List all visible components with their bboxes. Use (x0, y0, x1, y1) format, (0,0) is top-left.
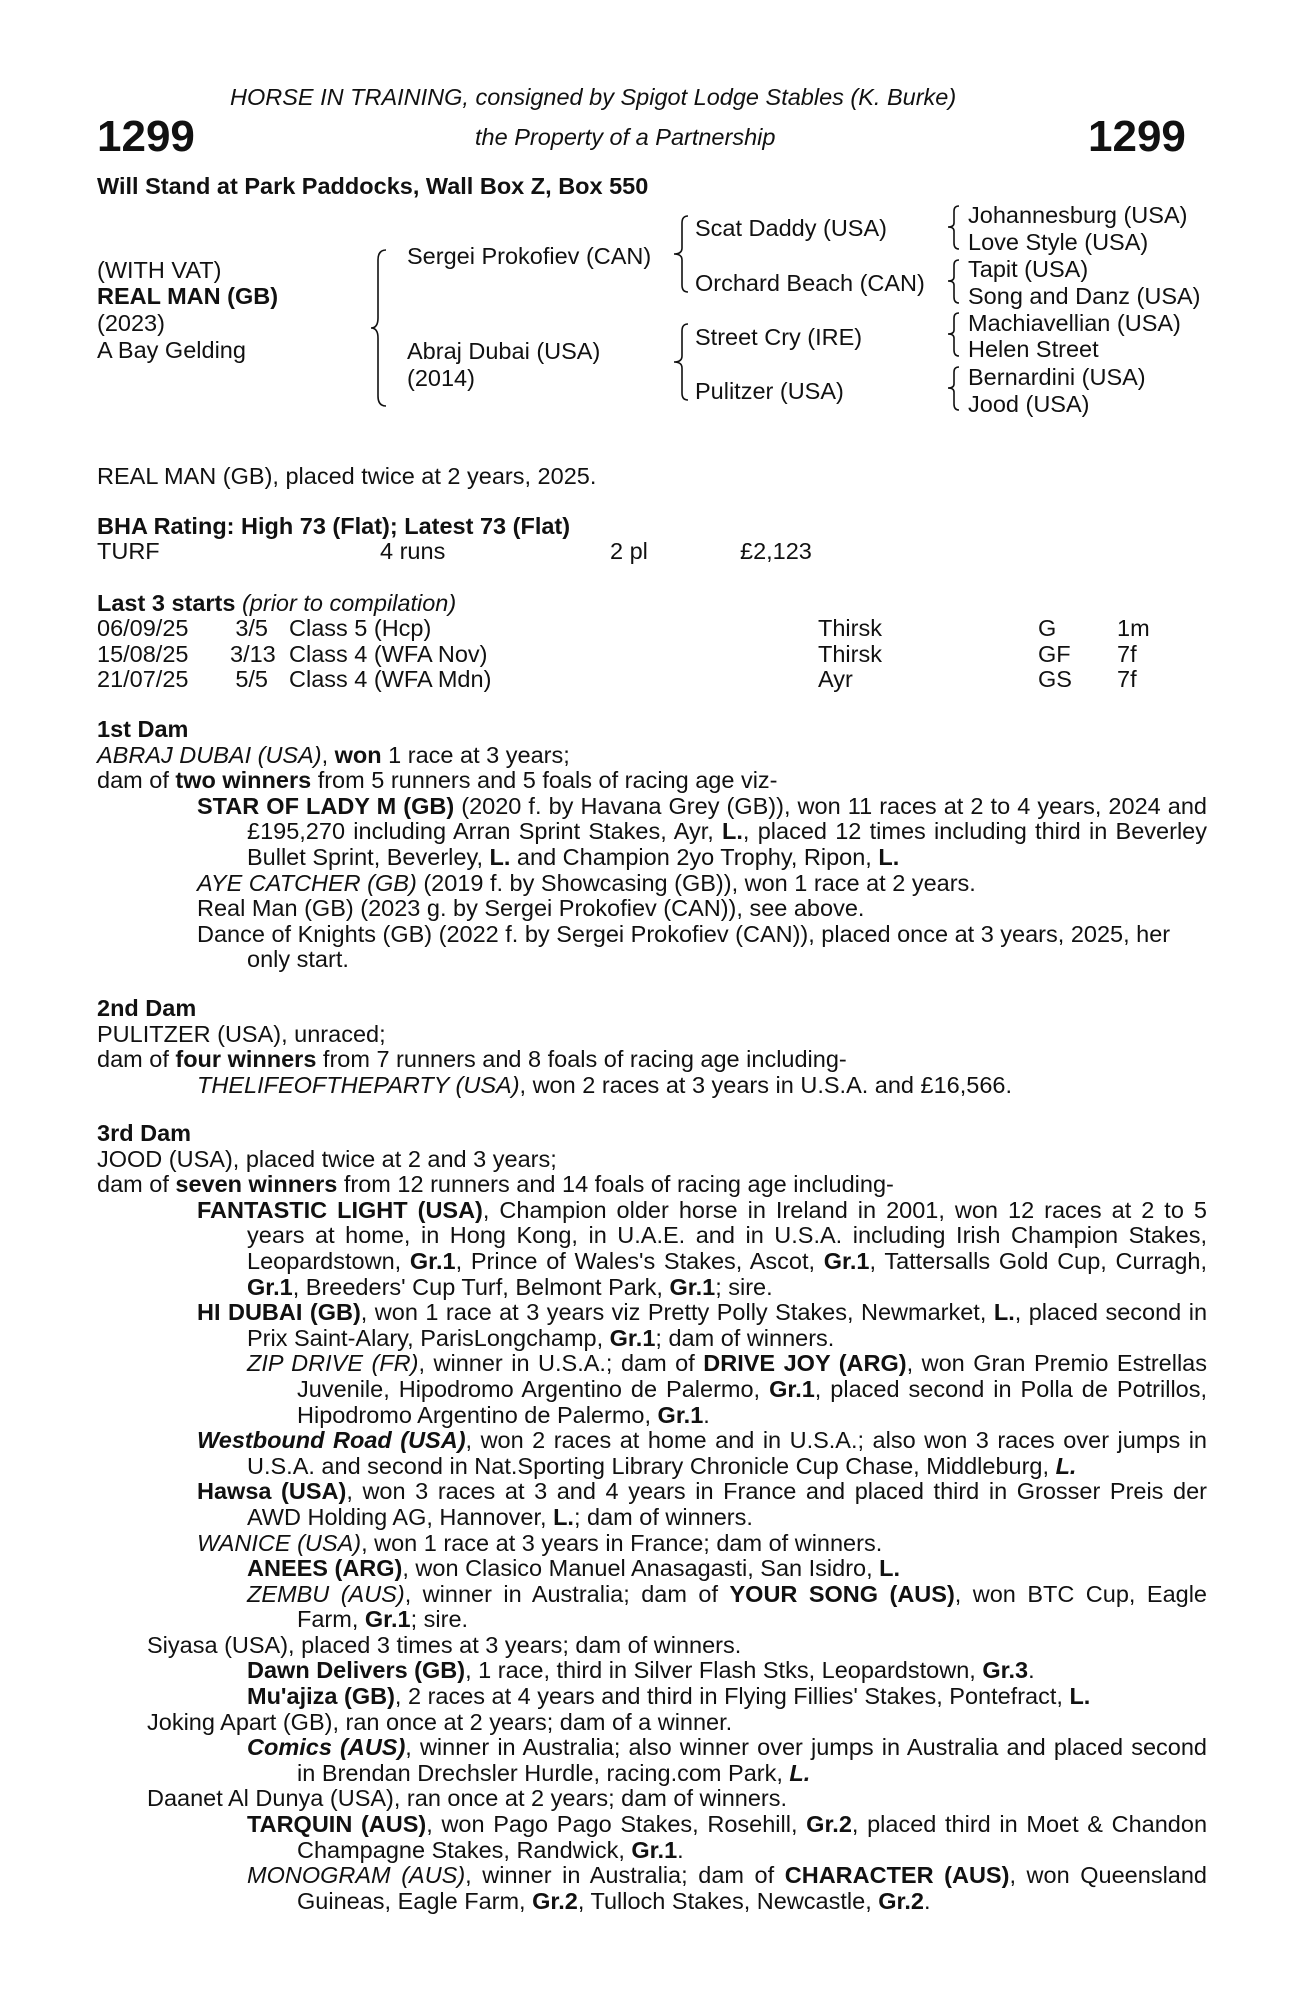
bha-rating: BHA Rating: High 73 (Flat); Latest 73 (Flat) (97, 513, 571, 539)
dam-year: (2014) (407, 365, 475, 391)
third-dam-section (97, 1121, 1207, 1914)
start-distance: 7f (1117, 640, 1137, 667)
third-dam-line1: JOOD (USA), placed twice at 2 and 3 years; (97, 1145, 557, 1172)
ancestor-bernardini: Bernardini (USA) (968, 364, 1146, 390)
progeny-daanet-al-dunya: Daanet Al Dunya (USA), ran once at 2 years; dam of winners. (147, 1785, 788, 1812)
ancestor-jood: Jood (USA) (968, 391, 1090, 417)
start-going: G (1038, 615, 1057, 641)
progeny-muajiza: Mu'ajiza (GB), 2 races at 4 years and third in Flying Fillies' Stakes, Pontefract, L. (247, 1683, 1091, 1710)
sire: Sergei Prokofiev (CAN) (407, 243, 652, 269)
ancestor-machiavellian: Machiavellian (USA) (968, 310, 1181, 336)
progeny-dance-of-knights: Dance of Knights (GB) (2022 f. by Sergei Prokofiev (CAN)), placed once at 3 years, 2025, her only start. (197, 920, 1171, 973)
start-date: 06/09/25 (97, 615, 189, 641)
first-dam-section (97, 717, 1207, 973)
progeny-dawn-delivers: Dawn Delivers (GB), 1 race, third in Silver Flash Stks, Leopardstown, Gr.3. (247, 1657, 1035, 1684)
second-dam-line1: PULITZER (USA), unraced; (97, 1020, 386, 1047)
ancestor-love-style: Love Style (USA) (968, 229, 1149, 255)
dam-dam: Pulitzer (USA) (695, 378, 844, 404)
ancestor-helen-street: Helen Street (968, 336, 1099, 362)
first-dam-heading: 1st Dam (97, 716, 189, 742)
start-going: GF (1038, 640, 1071, 667)
horse-summary: REAL MAN (GB), placed twice at 2 years, 2025. (97, 463, 597, 489)
first-dam-line1: ABRAJ DUBAI (USA), won 1 race at 3 years; (97, 741, 570, 768)
progeny-monogram: MONOGRAM (AUS), winner in Australia; dam of CHARACTER (AUS), won Queensland Guineas, Eagle Farm, Gr.2, Tulloch Stakes, Newcastle, Gr.2. (247, 1862, 1207, 1914)
vat-status: (WITH VAT) (97, 257, 222, 283)
start-race: Class 5 (Hcp) (289, 615, 432, 641)
pedigree-brace-g3 (945, 310, 963, 360)
progeny-wanice: WANICE (USA), won 1 race at 3 years in France; dam of winners. (197, 1529, 883, 1556)
start-position: 5/5 (235, 666, 268, 693)
start-course: Ayr (818, 666, 853, 693)
third-dam-heading: 3rd Dam (97, 1120, 192, 1146)
rating-earnings: £2,123 (740, 538, 812, 564)
foaling-year: (2023) (97, 310, 165, 336)
start-date: 15/08/25 (97, 640, 189, 667)
ancestor-johannesburg: Johannesburg (USA) (968, 202, 1188, 228)
start-distance: 7f (1117, 666, 1137, 693)
progeny-siyasa: Siyasa (USA), placed 3 times at 3 years; dam of winners. (147, 1631, 742, 1658)
start-course: Thirsk (818, 615, 882, 641)
pedigree-brace-sire (670, 214, 692, 294)
dam: Abraj Dubai (USA) (407, 338, 601, 364)
second-dam-heading: 2nd Dam (97, 995, 197, 1021)
progeny-star-of-lady-m: STAR OF LADY M (GB) (2020 f. by Havana Grey (GB)), won 11 races at 2 to 4 years, 2024 and £195,270 including Arran Sprint Stakes, Ayr, L., placed 12 times including third in Beverley Bullet Sprint, Beverley, L. and Champion 2yo Trophy, Ripon, L. (197, 792, 1207, 870)
horse-name: REAL MAN (GB) (97, 283, 279, 309)
last-starts-title: Last 3 starts (97, 590, 236, 616)
pedigree-brace-dam (670, 322, 692, 402)
horse-description: A Bay Gelding (97, 337, 246, 363)
ancestor-tapit: Tapit (USA) (968, 256, 1089, 282)
progeny-thelifeoftheparty: THELIFEOFTHEPARTY (USA), won 2 races at 3 years in U.S.A. and £16,566. (197, 1071, 1013, 1098)
start-course: Thirsk (818, 640, 882, 667)
pedigree-brace-main (368, 248, 398, 408)
consignment-line: HORSE IN TRAINING, consigned by Spigot Lodge Stables (K. Burke) (230, 84, 957, 110)
progeny-comics: Comics (AUS), winner in Australia; also winner over jumps in Australia and placed second in Brendan Drechsler Hurdle, racing.com Park, L. (247, 1734, 1207, 1786)
first-dam-line2: dam of two winners from 5 runners and 5 foals of racing age viz- (97, 767, 778, 794)
progeny-westbound-road: Westbound Road (USA), won 2 races at home and in U.S.A.; also won 3 races over jumps in U.S.A. and second in Nat.Sporting Library Chronicle Cup Chase, Middleburg, L. (197, 1427, 1208, 1479)
lot-number-right: 1299 (1088, 112, 1186, 161)
start-date: 21/07/25 (97, 666, 189, 693)
start-race: Class 4 (WFA Mdn) (289, 666, 492, 693)
ancestor-song-and-danz: Song and Danz (USA) (968, 283, 1201, 309)
start-distance: 1m (1117, 615, 1150, 641)
progeny-zip-drive: ZIP DRIVE (FR), winner in U.S.A.; dam of DRIVE JOY (ARG), won Gran Premio Estrellas Juvenile, Hipodromo Argentino de Palermo, Gr.1, placed second in Polla de Potrillos, Hipodromo Argentino de Palermo, Gr.1. (247, 1350, 1208, 1428)
sire-dam: Orchard Beach (CAN) (695, 270, 925, 296)
progeny-tarquin: TARQUIN (AUS), won Pago Pago Stakes, Rosehill, Gr.2, placed third in Moet & Chandon Champagne Stakes, Randwick, Gr.1. (247, 1811, 1208, 1863)
pedigree-brace-g4 (945, 364, 963, 414)
second-dam-line2: dam of four winners from 7 runners and 8 foals of racing age including- (97, 1046, 847, 1073)
pedigree-brace-g2 (945, 257, 963, 307)
start-going: GS (1038, 666, 1072, 693)
progeny-real-man: Real Man (GB) (2023 g. by Sergei Prokofiev (CAN)), see above. (197, 895, 865, 922)
start-race: Class 4 (WFA Nov) (289, 640, 488, 667)
progeny-joking-apart: Joking Apart (GB), ran once at 2 years; dam of a winner. (147, 1708, 733, 1735)
lot-number-left: 1299 (97, 112, 195, 161)
rating-runs: 4 runs (380, 538, 446, 564)
last-starts-heading (97, 590, 456, 616)
progeny-fantastic-light: FANTASTIC LIGHT (USA), Champion older horse in Ireland in 2001, won 12 races at 2 to 5 years at home, in Hong Kong, in U.A.E. and in U.S.A. including Irish Champion Stakes, Leopardstown, Gr.1, Prince of Wales's Stakes, Ascot, Gr.1, Tattersalls Gold Cup, Curragh, Gr.1, Breeders' Cup Turf, Belmont Park, Gr.1; sire. (197, 1196, 1207, 1300)
progeny-hi-dubai: HI DUBAI (GB), won 1 race at 3 years viz Pretty Polly Stakes, Newmarket, L., placed second in Prix Saint-Alary, ParisLongchamp, Gr.1; dam of winners. (197, 1299, 1208, 1351)
third-dam-line2: dam of seven winners from 12 runners and 14 foals of racing age including- (97, 1171, 894, 1198)
progeny-zembu: ZEMBU (AUS), winner in Australia; dam of YOUR SONG (AUS), won BTC Cup, Eagle Farm, Gr.1; sire. (247, 1580, 1208, 1633)
rating-surface: TURF (97, 538, 160, 564)
property-line: the Property of a Partnership (475, 124, 776, 150)
last-starts-note: (prior to compilation) (241, 590, 457, 616)
stand-location: Will Stand at Park Paddocks, Wall Box Z, Box 550 (97, 173, 649, 199)
sire-sire: Scat Daddy (USA) (695, 215, 887, 241)
rating-placed: 2 pl (610, 538, 648, 564)
progeny-anees: ANEES (ARG), won Clasico Manuel Anasagasti, San Isidro, L. (247, 1555, 901, 1582)
pedigree-brace-g1 (945, 203, 963, 253)
second-dam-section (97, 996, 1207, 1098)
progeny-aye-catcher: AYE CATCHER (GB) (2019 f. by Showcasing (GB)), won 1 race at 2 years. (197, 869, 976, 896)
dam-sire: Street Cry (IRE) (695, 324, 863, 350)
start-position: 3/13 (230, 640, 276, 667)
progeny-hawsa: Hawsa (USA), won 3 races at 3 and 4 years in France and placed third in Grosser Preis der AWD Holding AG, Hannover, L.; dam of winners. (197, 1478, 1207, 1530)
start-position: 3/5 (235, 615, 268, 641)
